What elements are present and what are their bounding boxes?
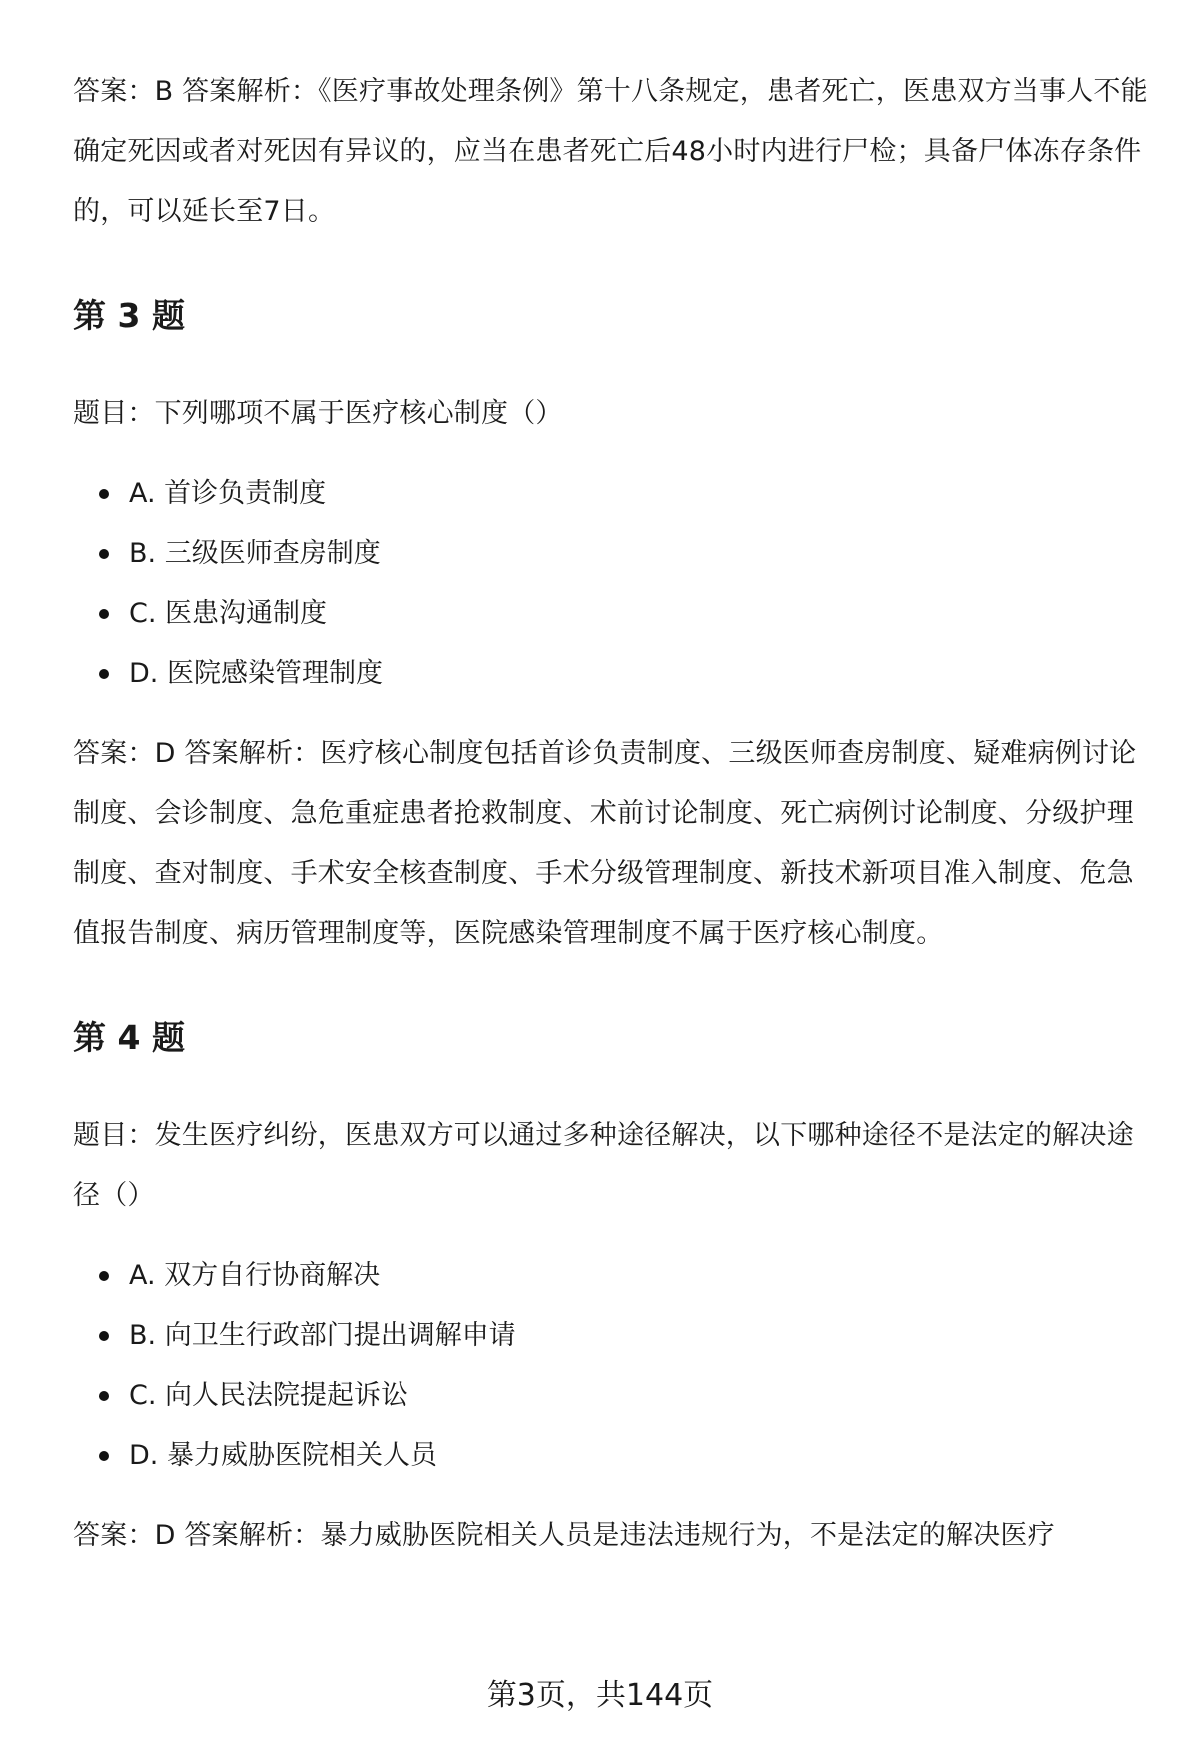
bullet-icon	[99, 489, 109, 499]
question-3-heading: 第 3 题	[73, 296, 185, 335]
question-4-text: 题目：发生医疗纠纷，医患双方可以通过多种途径解决，以下哪种途径不是法定的解决途径（）	[73, 1120, 1134, 1211]
page-number-footer: 第3页，共144页	[486, 1678, 714, 1713]
bullet-icon	[99, 1271, 109, 1281]
bullet-icon	[99, 549, 109, 559]
page-content	[73, 62, 1153, 1566]
option-d: D. 暴力威胁医院相关人员	[73, 1426, 1153, 1486]
question-4-heading: 第 4 题	[73, 1018, 185, 1057]
answer-explanation-q2: 答案：B 答案解析：《医疗事故处理条例》第十八条规定，患者死亡，医患双方当事人不能确定死因或者对死因有异议的，应当在患者死亡后48小时内进行尸检；具备尸体冻存条件的，可以延长至7日。	[73, 76, 1148, 227]
option-a: A. 双方自行协商解决	[73, 1246, 1153, 1306]
question-4-options	[73, 1246, 1153, 1486]
bullet-icon	[99, 1331, 109, 1341]
option-b: B. 三级医师查房制度	[73, 524, 1153, 584]
question-3-text: 题目：下列哪项不属于医疗核心制度（）	[73, 398, 563, 429]
question-3-options	[73, 464, 1153, 704]
option-c: C. 向人民法院提起诉讼	[73, 1366, 1153, 1426]
bullet-icon	[99, 1451, 109, 1461]
option-b: B. 向卫生行政部门提出调解申请	[73, 1306, 1153, 1366]
option-d: D. 医院感染管理制度	[73, 644, 1153, 704]
bullet-icon	[99, 1391, 109, 1401]
bullet-icon	[99, 609, 109, 619]
option-a: A. 首诊负责制度	[73, 464, 1153, 524]
answer-explanation-q4: 答案：D 答案解析：暴力威胁医院相关人员是违法违规行为，不是法定的解决医疗	[73, 1520, 1055, 1551]
option-c: C. 医患沟通制度	[73, 584, 1153, 644]
bullet-icon	[99, 669, 109, 679]
answer-explanation-q3: 答案：D 答案解析：医疗核心制度包括首诊负责制度、三级医师查房制度、疑难病例讨论制度、会诊制度、急危重症患者抢救制度、术前讨论制度、死亡病例讨论制度、分级护理制度、查对制度、手术安全核查制度、手术分级管理制度、新技术新项目准入制度、危急值报告制度、病历管理制度等，医院感染管理制度不属于医疗核心制度。	[73, 738, 1137, 949]
